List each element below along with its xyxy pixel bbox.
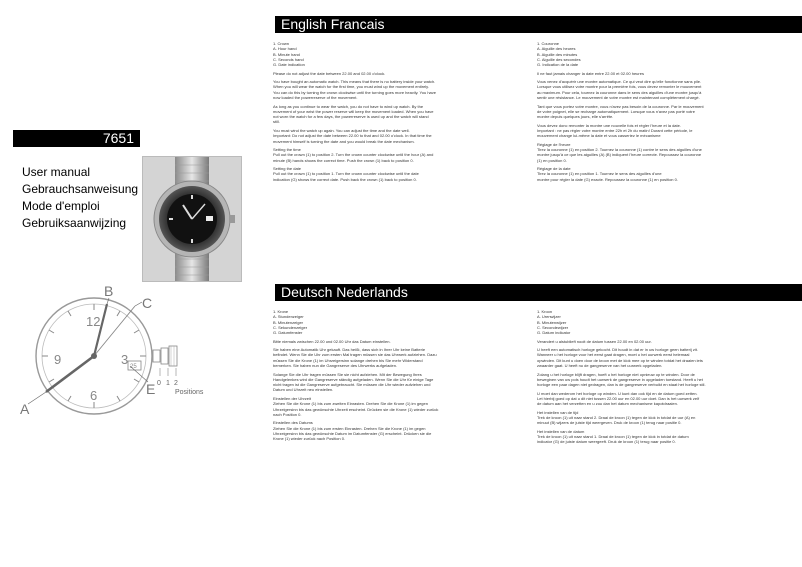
text-line: Einstellen der Uhrzeit: [273, 395, 312, 401]
french-paragraph-important: [537, 123, 792, 139]
parts-item: B. Minutenzeiger: [273, 319, 304, 325]
label-a: A: [20, 401, 30, 417]
text-line: nicht tragen ist die Gangreserve aufgebraucht. Sie müssen die Uhr wieder aufziehen und: [273, 382, 431, 388]
text-line: Tirez la couronne (1) en position 1. Tournez le sens des aiguilles d'une: [537, 171, 662, 177]
label-b: B: [104, 284, 114, 299]
crown-position-1: 1: [166, 380, 170, 387]
text-line: Zolang u het horloge blijft dragen, hoeft u het horloge niet opnieuw op te winden. Door de: [537, 371, 695, 377]
text-line: movement himself is turning the date and you would break the date mechanism.: [273, 138, 415, 144]
parts-item: C. Secondewijzer: [537, 324, 569, 330]
parts-item: A. Stundenzeiger: [273, 314, 304, 320]
parts-item: C. Aiguille des secondes: [537, 56, 581, 62]
text-line: Trek de kroon (1) uit naar stand 2. Draai de kroon (1) tegen de klok in totdat de uur (A) en: [537, 414, 696, 420]
text-line: Please do not adjust the date between 22.00 and 02.00 o'clock.: [273, 70, 386, 76]
dutch-setting-time: [537, 410, 792, 426]
text-line: montre jusqu'à ce que les aiguilles (A) (B) indiquent l'heure correcte. Repoussez la couronne: [537, 152, 702, 158]
text-line: U moet dan wederom het horloge op winden. U kunt dan ook tijd en de datum goed zetten.: [537, 390, 698, 396]
text-line: beweginen van uw pols houdt het uurwerk de gangreserve in opgeladen toestand. Heeft u het: [537, 376, 703, 382]
parts-item: G. Datum indicator: [537, 330, 571, 336]
french-column: [537, 41, 792, 185]
title-dutch: Gebruiksaanwijzing: [22, 216, 127, 230]
text-line: Verandert u alstublieft nooit de datum tussen 22.00 en 02.00 uur.: [537, 338, 652, 344]
dutch-parts-list: [537, 309, 792, 335]
text-line: zwaarder gaat. U heeft nu de gangreserve van het uurwerk opgeladen.: [537, 363, 663, 369]
french-paragraph-wearing: [537, 104, 792, 120]
text-line: Réglage de l'heure: [537, 141, 571, 147]
french-paragraph-automatic: [537, 79, 792, 100]
text-line: Handgelenkes wird die Gangreserve ständig aufgeladen. Wenn Sie die Uhr für einige Tage: [273, 376, 434, 382]
dutch-warning: [537, 339, 792, 344]
model-number: 7651: [102, 130, 134, 146]
parts-item: 1. Crown: [273, 41, 290, 46]
dutch-setting-date: [537, 429, 792, 445]
text-line: Il ne faut jamais changer la date entre 22.00 et 02.00 heures: [537, 70, 644, 76]
parts-item: B. Minute hand: [273, 51, 300, 57]
section-header-en-fr: [275, 16, 802, 33]
text-line: not worn the watch for a few days, the powerreserve is used up and the watch will stand: [273, 114, 429, 120]
text-line: now loaded the powerreserve of the movement.: [273, 95, 358, 101]
text-line: Het instellen van de tijd: [537, 409, 579, 415]
german-warning: [273, 339, 518, 344]
german-column: [273, 309, 518, 445]
crown-position-2: 2: [174, 380, 178, 387]
text-line: Setting the date: [273, 166, 302, 172]
text-line: Solange Sie die Uhr tragen müssen Sie sie nicht aufziehen. Mit der Bewegung Ihres: [273, 371, 422, 377]
crown-position-0: 0: [157, 380, 161, 387]
german-setting-date: [273, 420, 518, 441]
parts-item: A. Aiguille des heures: [537, 46, 576, 52]
text-line: Important: Do not adjust the date between 22.00 to that and 02.00 o'clock. In that time the: [273, 133, 432, 139]
text-line: de datum aan het verzetten en u zou dan het datum mechanisme kapotdraaien.: [537, 401, 678, 407]
manual-title-list: [22, 164, 138, 232]
text-line: mouvement change lui-même la date et vous casseriez le mécanisme: [537, 133, 661, 139]
text-line: horloge een paar dagen niet gedragen, dan is de gangreserve verbuikt en staat het horloge stil.: [537, 382, 706, 388]
text-line: Tant que vous portez votre montre, vous n'avez pas besoin de la couronne. Par le mouvement: [537, 103, 704, 109]
text-line: Setting the time: [273, 146, 301, 152]
english-parts-list: [273, 41, 518, 67]
german-setting-time: [273, 396, 518, 417]
text-line: Vous venez d'acquérir une montre automatique. Ce qui veut dire qu'elle fonctionne sans pile.: [537, 79, 702, 85]
dial-number-9: 9: [54, 352, 62, 367]
text-line: When you will wear the watch for the first time, you must wind up the movement entirely.: [273, 84, 429, 90]
text-line: indicator (G) de juiste datum weergeeft. Druk de kroon (1) terug naar positie 0.: [537, 439, 676, 445]
text-line: Pull out the crown (1) to position 1. Turn the crown counter clockwise until the date: [273, 171, 419, 177]
watch-photo: [142, 156, 242, 282]
text-line: opwinden. Dit kunt u doen door de kroon met de klok mee op te winden totdat het draaien iets: [537, 357, 703, 363]
parts-item: 1. Couronne: [537, 41, 560, 46]
text-line: Lorsque vous utilisez votre montre pour la première fois, vous devez remonter le mouvement: [537, 84, 702, 90]
english-setting-time: [273, 147, 518, 163]
text-line: Trek de kroon (1) uit naar stand 1. Draai de kroon (1) tegen de klok in totdat de datum: [537, 434, 689, 440]
text-line: Datum und Uhrzeit neu einstellen.: [273, 387, 334, 393]
section-header-de-nl: [275, 284, 802, 301]
parts-item: A. Hour hand: [273, 46, 297, 52]
text-line: Sie haben eine Automatik Uhr gekauft. Das heißt, dass sich in Ihrer Uhr keine Batterie: [273, 347, 426, 353]
label-e: E: [146, 381, 156, 397]
text-line: Important : ne pas régler votre montre entre 22h et 2h du matin! Durant cette période, le: [537, 127, 693, 133]
text-line: As long as you continue to wear the watch, you do not have to wind up watch. By the: [273, 103, 424, 109]
parts-item: B. Minutenwijzer: [537, 319, 567, 325]
text-line: U heeft een automatisch horloge gekocht. Dit houdt in dat er in uw horloge geen batterij zit.: [537, 347, 698, 353]
dutch-paragraph-automatic: [537, 347, 792, 368]
text-line: montre depuis quelques jours, elle s'arrête.: [537, 114, 614, 120]
text-line: Einstellen des Datums: [273, 420, 313, 426]
parts-item: 1. Krone: [273, 309, 289, 314]
text-line: Vous devez donc remonter la montre une nouvelle fois et régler l'heure et la date.: [537, 122, 681, 128]
german-parts-list: [273, 309, 518, 335]
english-paragraph-automatic: [273, 79, 518, 100]
text-line: müssen Sie die Krone (1) im Uhrzeigersinn solange drehen bis Sie mehr Widerstand: [273, 357, 423, 363]
text-line: minuut (B) wijzers de juiste tijd weergeven. Druk de kroon (1) terug naar positie 0.: [537, 420, 682, 426]
text-line: Krone (1) wieder zurück nach Position 0.: [273, 436, 346, 442]
model-number-bar: [13, 130, 140, 147]
title-french: Mode d'emploi: [22, 199, 100, 213]
english-warning: [273, 71, 518, 76]
text-line: Uhrzeigersinn bis das gewünschte Datum im Datumfenster (G) erscheint. Drücken sie die: [273, 430, 432, 436]
watch-diagram-drawing: [14, 284, 244, 420]
parts-item: C. Seconds hand: [273, 56, 304, 62]
german-paragraph-wearing: [273, 372, 518, 393]
text-line: Uhrzeigersinn bis das gewünschte Uhrzeit erscheint. Drücken sie die Krone (1) wieder zurück: [273, 406, 439, 412]
parts-item: C. Sekundenzeiger: [273, 324, 308, 330]
parts-item: G. Datumfenster: [273, 330, 303, 336]
french-parts-list: [537, 41, 792, 67]
title-german: Gebrauchsanweisung: [22, 182, 139, 196]
parts-item: B. Aiguille des minutes: [537, 51, 578, 57]
text-line: You have bought an automatic watch. This means that there is no battery inside your watch.: [273, 79, 436, 85]
parts-item: G. Indication de la date: [537, 62, 579, 68]
english-paragraph-wearing: [273, 104, 518, 125]
text-line: sentir une résistance. Le mouvement de votre montre est maintenant complètement chargé.: [537, 95, 700, 101]
text-line: Bitte niemals zwischen 22.00 und 02.00 Uhr das Datum einstellen.: [273, 338, 391, 344]
text-line: de votre poignet, elle se recharge automatiquement. Lorsque vous n'avez pas porté votre: [537, 108, 695, 114]
date-window: 25: [130, 364, 137, 370]
text-line: befindet. Wenn Sie die Uhr zum ersten Mal tragen müssen sie das Uhrwerk aufziehen. Dazu: [273, 352, 437, 358]
label-c: C: [142, 295, 153, 311]
english-setting-date: [273, 166, 518, 182]
text-line: (1) en position 0.: [537, 157, 567, 163]
text-line: nach Position 0.: [273, 411, 302, 417]
text-line: Het instellen van de datum: [537, 428, 585, 434]
watch-illustration: [143, 157, 241, 281]
text-line: Pull out the crown (1) to position 2. Turn the crown counter clockwise until the hour (A) and: [273, 152, 434, 158]
parts-item: G. Date indication: [273, 62, 305, 68]
french-setting-time: [537, 142, 792, 163]
text-line: Ziehen Sie die Krone (1) bis zum zweiten Einrasten. Drehen Sie die Krone (1) im gegen: [273, 401, 428, 407]
text-line: indication (G) shows the correct date. Push back the crown (1) back to position 0.: [273, 176, 417, 182]
positions-label: Positions: [175, 389, 204, 396]
english-column: [273, 41, 518, 185]
dutch-column: [537, 309, 792, 448]
text-line: movement of your wrist the power reserve will keep the movement loaded. When you have: [273, 108, 434, 114]
watch-diagram: [14, 284, 244, 420]
text-line: Wanneer u het horloge voor het eerst gaat dragen, moet u het uurwerk eerst helemaal: [537, 352, 690, 358]
dial-number-6: 6: [90, 388, 98, 403]
english-paragraph-important: [273, 128, 518, 144]
section-header-en-fr-text: English Francais: [281, 16, 385, 32]
text-line: You can do this by turning the crown clockwise until the turning goes more heavily. You have: [273, 89, 436, 95]
text-line: minute (B) hands shows the correct time. Push the crown (1) back to position 0.: [273, 157, 414, 163]
dial-number-3: 3: [121, 352, 129, 367]
text-line: Tirez la couronne (1) en position 2. Tournez la couronne (1) contre le sens des aiguilles d'une: [537, 146, 702, 152]
text-line: montre pour régler la date (G) exacte. Repoussez la couronne (1) en position 0.: [537, 176, 678, 182]
text-line: bemerken. Sie haben nun die Gangreserve des Uhrwerks aufgeladen.: [273, 363, 398, 369]
french-setting-date: [537, 166, 792, 182]
text-line: Réglage de la date: [537, 166, 571, 172]
dutch-paragraph-important: [537, 391, 792, 407]
text-line: Let hierbij goed op dat u dit niet tussen 22.00 uur en 02.00 uur doet. Dan is het uurwerk zelf: [537, 395, 700, 401]
text-line: au maximum. Pour cela, tournez la couronne dans le sens des aiguilles d'une montre jusqu'à: [537, 89, 702, 95]
text-line: You must wind the watch up again. You can adjust the time and the date well.: [273, 127, 410, 133]
parts-item: A. Urenwijzer: [537, 314, 561, 320]
text-line: Ziehen Sie die Krone (1) bis zum ersten Einrasten. Drehen Sie die Krone (1) im gegen: [273, 425, 426, 431]
section-header-de-nl-text: Deutsch Nederlands: [281, 284, 408, 300]
title-english: User manual: [22, 165, 91, 179]
dutch-paragraph-wearing: [537, 372, 792, 388]
german-paragraph-automatic: [273, 347, 518, 368]
french-warning: [537, 71, 792, 76]
parts-item: 1. Kroon: [537, 309, 553, 314]
text-line: still.: [273, 119, 280, 125]
dial-number-12: 12: [86, 314, 101, 329]
